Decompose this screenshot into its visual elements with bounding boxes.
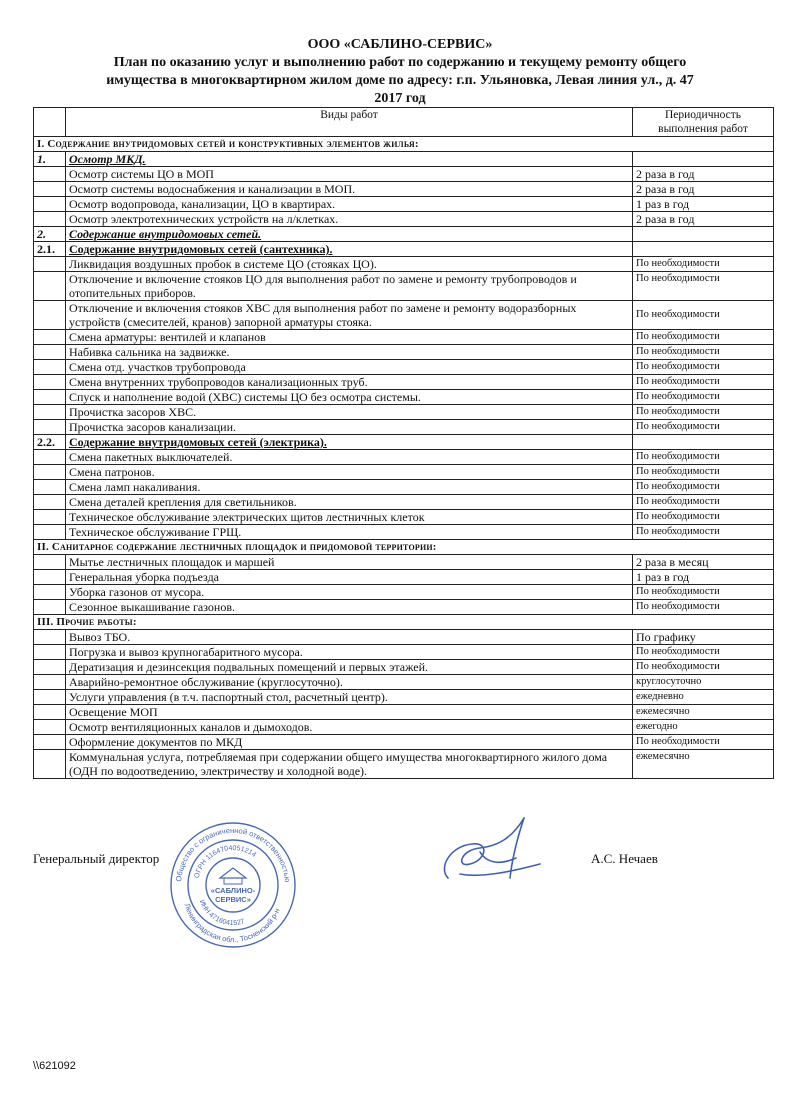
subsection-title: Содержание внутридомовых сетей.	[66, 227, 633, 242]
table-row	[34, 585, 774, 600]
row-number-cell	[34, 301, 66, 330]
work-description: Уборка газонов от мусора.	[66, 585, 633, 600]
table-row	[34, 330, 774, 345]
subsection-number: 2.1.	[34, 242, 66, 257]
row-number-cell	[34, 257, 66, 272]
row-number-cell	[34, 465, 66, 480]
frequency-cell: По необходимости	[633, 257, 774, 272]
row-number-cell	[34, 555, 66, 570]
frequency-cell: По необходимости	[633, 301, 774, 330]
section-title: III. Прочие работы:	[34, 615, 774, 630]
table-row	[34, 735, 774, 750]
frequency-cell: 2 раза в год	[633, 212, 774, 227]
work-description: Набивка сальника на задвижке.	[66, 345, 633, 360]
frequency-cell: По необходимости	[633, 525, 774, 540]
works-table	[33, 107, 774, 779]
frequency-cell: 2 раза в месяц	[633, 555, 774, 570]
row-number-cell	[34, 375, 66, 390]
table-row	[34, 675, 774, 690]
row-number-cell	[34, 525, 66, 540]
frequency-cell: По необходимости	[633, 420, 774, 435]
frequency-cell: 1 раз в год	[633, 197, 774, 212]
table-row	[34, 750, 774, 779]
footer-code: \\621092	[33, 1060, 76, 1072]
frequency-cell: По необходимости	[633, 330, 774, 345]
frequency-cell: ежемесячно	[633, 750, 774, 779]
frequency-cell: 2 раза в год	[633, 182, 774, 197]
frequency-cell: По необходимости	[633, 345, 774, 360]
empty-frequency-cell	[633, 152, 774, 167]
subsection-row	[34, 242, 774, 257]
frequency-cell: 1 раз в год	[633, 570, 774, 585]
work-description: Смена патронов.	[66, 465, 633, 480]
table-row	[34, 167, 774, 182]
work-description: Смена ламп накаливания.	[66, 480, 633, 495]
work-description: Аварийно-ремонтное обслуживание (круглосуточно).	[66, 675, 633, 690]
frequency-cell: По необходимости	[633, 495, 774, 510]
section-row	[34, 615, 774, 630]
table-row	[34, 405, 774, 420]
subsection-title: Содержание внутридомовых сетей (сантехника).	[66, 242, 633, 257]
table-row	[34, 465, 774, 480]
subsection-row	[34, 435, 774, 450]
frequency-cell: По необходимости	[633, 480, 774, 495]
table-row	[34, 450, 774, 465]
table-row	[34, 705, 774, 720]
row-number-cell	[34, 182, 66, 197]
section-row	[34, 137, 774, 152]
frequency-cell: По необходимости	[633, 735, 774, 750]
work-description: Мытье лестничных площадок и маршей	[66, 555, 633, 570]
frequency-cell: ежегодно	[633, 720, 774, 735]
frequency-cell: ежедневно	[633, 690, 774, 705]
table-row	[34, 720, 774, 735]
table-row	[34, 212, 774, 227]
row-number-cell	[34, 330, 66, 345]
document-title	[0, 36, 800, 108]
frequency-cell: По необходимости	[633, 510, 774, 525]
work-description: Осмотр системы ЦО в МОП	[66, 167, 633, 182]
empty-frequency-cell	[633, 242, 774, 257]
director-label: Генеральный директор	[33, 851, 160, 866]
frequency-cell: По необходимости	[633, 405, 774, 420]
work-description: Прочистка засоров канализации.	[66, 420, 633, 435]
frequency-cell: По необходимости	[633, 390, 774, 405]
table-row	[34, 257, 774, 272]
row-number-cell	[34, 675, 66, 690]
stamp-outer-text: Общество с ограниченной ответственностью	[174, 825, 292, 883]
table-row	[34, 570, 774, 585]
work-description: Смена отд. участков трубопровода	[66, 360, 633, 375]
row-number-cell	[34, 600, 66, 615]
work-description: Отключение и включения стояков ХВС для выполнения работ по замене и ремонту водоразборных устройств (смесителей, кранов) запорной арматуры стояка.	[66, 301, 633, 330]
row-number-cell	[34, 630, 66, 645]
row-number-cell	[34, 705, 66, 720]
table-row	[34, 390, 774, 405]
stamp-center-bottom: СЕРВИС»	[215, 895, 251, 904]
work-description: Прочистка засоров ХВС.	[66, 405, 633, 420]
row-number-cell	[34, 345, 66, 360]
title-year: 2017 год	[374, 91, 426, 106]
stamp-inn: ИНН 4716041527	[197, 898, 246, 928]
table-row	[34, 690, 774, 705]
row-number-cell	[34, 197, 66, 212]
section-row	[34, 540, 774, 555]
work-description: Спуск и наполнение водой (ХВС) системы ЦО без осмотра системы.	[66, 390, 633, 405]
work-description: Услуги управления (в т.ч. паспортный стол, расчетный центр).	[66, 690, 633, 705]
row-number-cell	[34, 735, 66, 750]
section-title: II. Санитарное содержание лестничных площадок и придомовой территории:	[34, 540, 774, 555]
row-number-cell	[34, 510, 66, 525]
subsection-title: Осмотр МКД.	[66, 152, 633, 167]
frequency-cell: ежемесячно	[633, 705, 774, 720]
row-number-cell	[34, 750, 66, 779]
table-row	[34, 301, 774, 330]
row-number-cell	[34, 420, 66, 435]
table-row	[34, 660, 774, 675]
work-description: Техническое обслуживание электрических щитов лестничных клеток	[66, 510, 633, 525]
empty-frequency-cell	[633, 435, 774, 450]
frequency-cell: По необходимости	[633, 360, 774, 375]
stamp-center-top: «САБЛИНО-	[210, 886, 256, 895]
frequency-cell: круглосуточно	[633, 675, 774, 690]
stamp-outer-bottom: Ленинградская обл., Тосненский р-н	[182, 902, 282, 945]
row-number-cell	[34, 390, 66, 405]
row-number-cell	[34, 660, 66, 675]
subsection-row	[34, 227, 774, 242]
row-number-cell	[34, 360, 66, 375]
work-description: Осмотр водопровода, канализации, ЦО в квартирах.	[66, 197, 633, 212]
table-row	[34, 345, 774, 360]
work-description: Ликвидация воздушных пробок в системе ЦО (стояках ЦО).	[66, 257, 633, 272]
empty-frequency-cell	[633, 227, 774, 242]
table-row	[34, 375, 774, 390]
row-number-cell	[34, 212, 66, 227]
subsection-number: 2.2.	[34, 435, 66, 450]
frequency-cell: По необходимости	[633, 465, 774, 480]
frequency-cell: По графику	[633, 630, 774, 645]
work-description: Отключение и включение стояков ЦО для выполнения работ по замене и ремонту трубопроводов и отопительных приборов.	[66, 272, 633, 301]
frequency-cell: 2 раза в год	[633, 167, 774, 182]
row-number-cell	[34, 480, 66, 495]
frequency-cell: По необходимости	[633, 450, 774, 465]
work-description: Смена деталей крепления для светильников.	[66, 495, 633, 510]
company-stamp	[168, 820, 298, 950]
frequency-cell: По необходимости	[633, 585, 774, 600]
table-row	[34, 360, 774, 375]
header-frequency: Периодичность выполнения работ	[633, 108, 774, 137]
work-description: Коммунальная услуга, потребляемая при содержании общего имущества многоквартирного жилого дома (ОДН по водоотведению, электричеству и холодной воде).	[66, 750, 633, 779]
work-description: Генеральная уборка подъезда	[66, 570, 633, 585]
director-name: А.С. Нечаев	[591, 851, 658, 866]
row-number-cell	[34, 720, 66, 735]
frequency-cell: По необходимости	[633, 660, 774, 675]
subsection-row	[34, 152, 774, 167]
table-row	[34, 480, 774, 495]
frequency-cell: По необходимости	[633, 645, 774, 660]
row-number-cell	[34, 495, 66, 510]
frequency-cell: По необходимости	[633, 375, 774, 390]
table-row	[34, 197, 774, 212]
work-description: Осмотр электротехнических устройств на л/клетках.	[66, 212, 633, 227]
table-row	[34, 510, 774, 525]
frequency-cell: По необходимости	[633, 600, 774, 615]
subsection-number: 2.	[34, 227, 66, 242]
table-row	[34, 645, 774, 660]
work-description: Погрузка и вывоз крупногабаритного мусора.	[66, 645, 633, 660]
table-row	[34, 630, 774, 645]
work-description: Освещение МОП	[66, 705, 633, 720]
table-header-row	[34, 108, 774, 137]
row-number-cell	[34, 272, 66, 301]
work-description: Смена пакетных выключателей.	[66, 450, 633, 465]
row-number-cell	[34, 690, 66, 705]
subsection-title: Содержание внутридомовых сетей (электрика).	[66, 435, 633, 450]
work-description: Смена арматуры: вентилей и клапанов	[66, 330, 633, 345]
work-description: Сезонное выкашивание газонов.	[66, 600, 633, 615]
row-number-cell	[34, 585, 66, 600]
work-description: Смена внутренних трубопроводов канализационных труб.	[66, 375, 633, 390]
table-row	[34, 420, 774, 435]
work-description: Осмотр системы водоснабжения и канализации в МОП.	[66, 182, 633, 197]
title-line-3: имущества в многоквартирном жилом доме по адресу: г.п. Ульяновка, Левая линия ул., д. 47	[106, 73, 694, 88]
row-number-cell	[34, 570, 66, 585]
table-row	[34, 525, 774, 540]
table-row	[34, 272, 774, 301]
row-number-cell	[34, 450, 66, 465]
work-description: Техническое обслуживание ГРЩ.	[66, 525, 633, 540]
table-row	[34, 555, 774, 570]
header-works: Виды работ	[66, 108, 633, 137]
section-title: I. Содержание внутридомовых сетей и конструктивных элементов жилья:	[34, 137, 774, 152]
table-row	[34, 600, 774, 615]
work-description: Вывоз ТБО.	[66, 630, 633, 645]
work-description: Оформление документов по МКД	[66, 735, 633, 750]
row-number-cell	[34, 405, 66, 420]
row-number-cell	[34, 167, 66, 182]
table-row	[34, 495, 774, 510]
org-name: ООО «САБЛИНО-СЕРВИС»	[307, 37, 493, 52]
subsection-number: 1.	[34, 152, 66, 167]
table-row	[34, 182, 774, 197]
title-line-2: План по оказанию услуг и выполнению работ по содержанию и текущему ремонту общего	[113, 55, 687, 70]
work-description: Дератизация и дезинсекция подвальных помещений и первых этажей.	[66, 660, 633, 675]
frequency-cell: По необходимости	[633, 272, 774, 301]
stamp-ogrn: ОГРН 1164704051214	[193, 844, 258, 879]
row-number-cell	[34, 645, 66, 660]
work-description: Осмотр вентиляционных каналов и дымоходов.	[66, 720, 633, 735]
director-signature	[420, 808, 570, 898]
header-num-cell	[34, 108, 66, 137]
